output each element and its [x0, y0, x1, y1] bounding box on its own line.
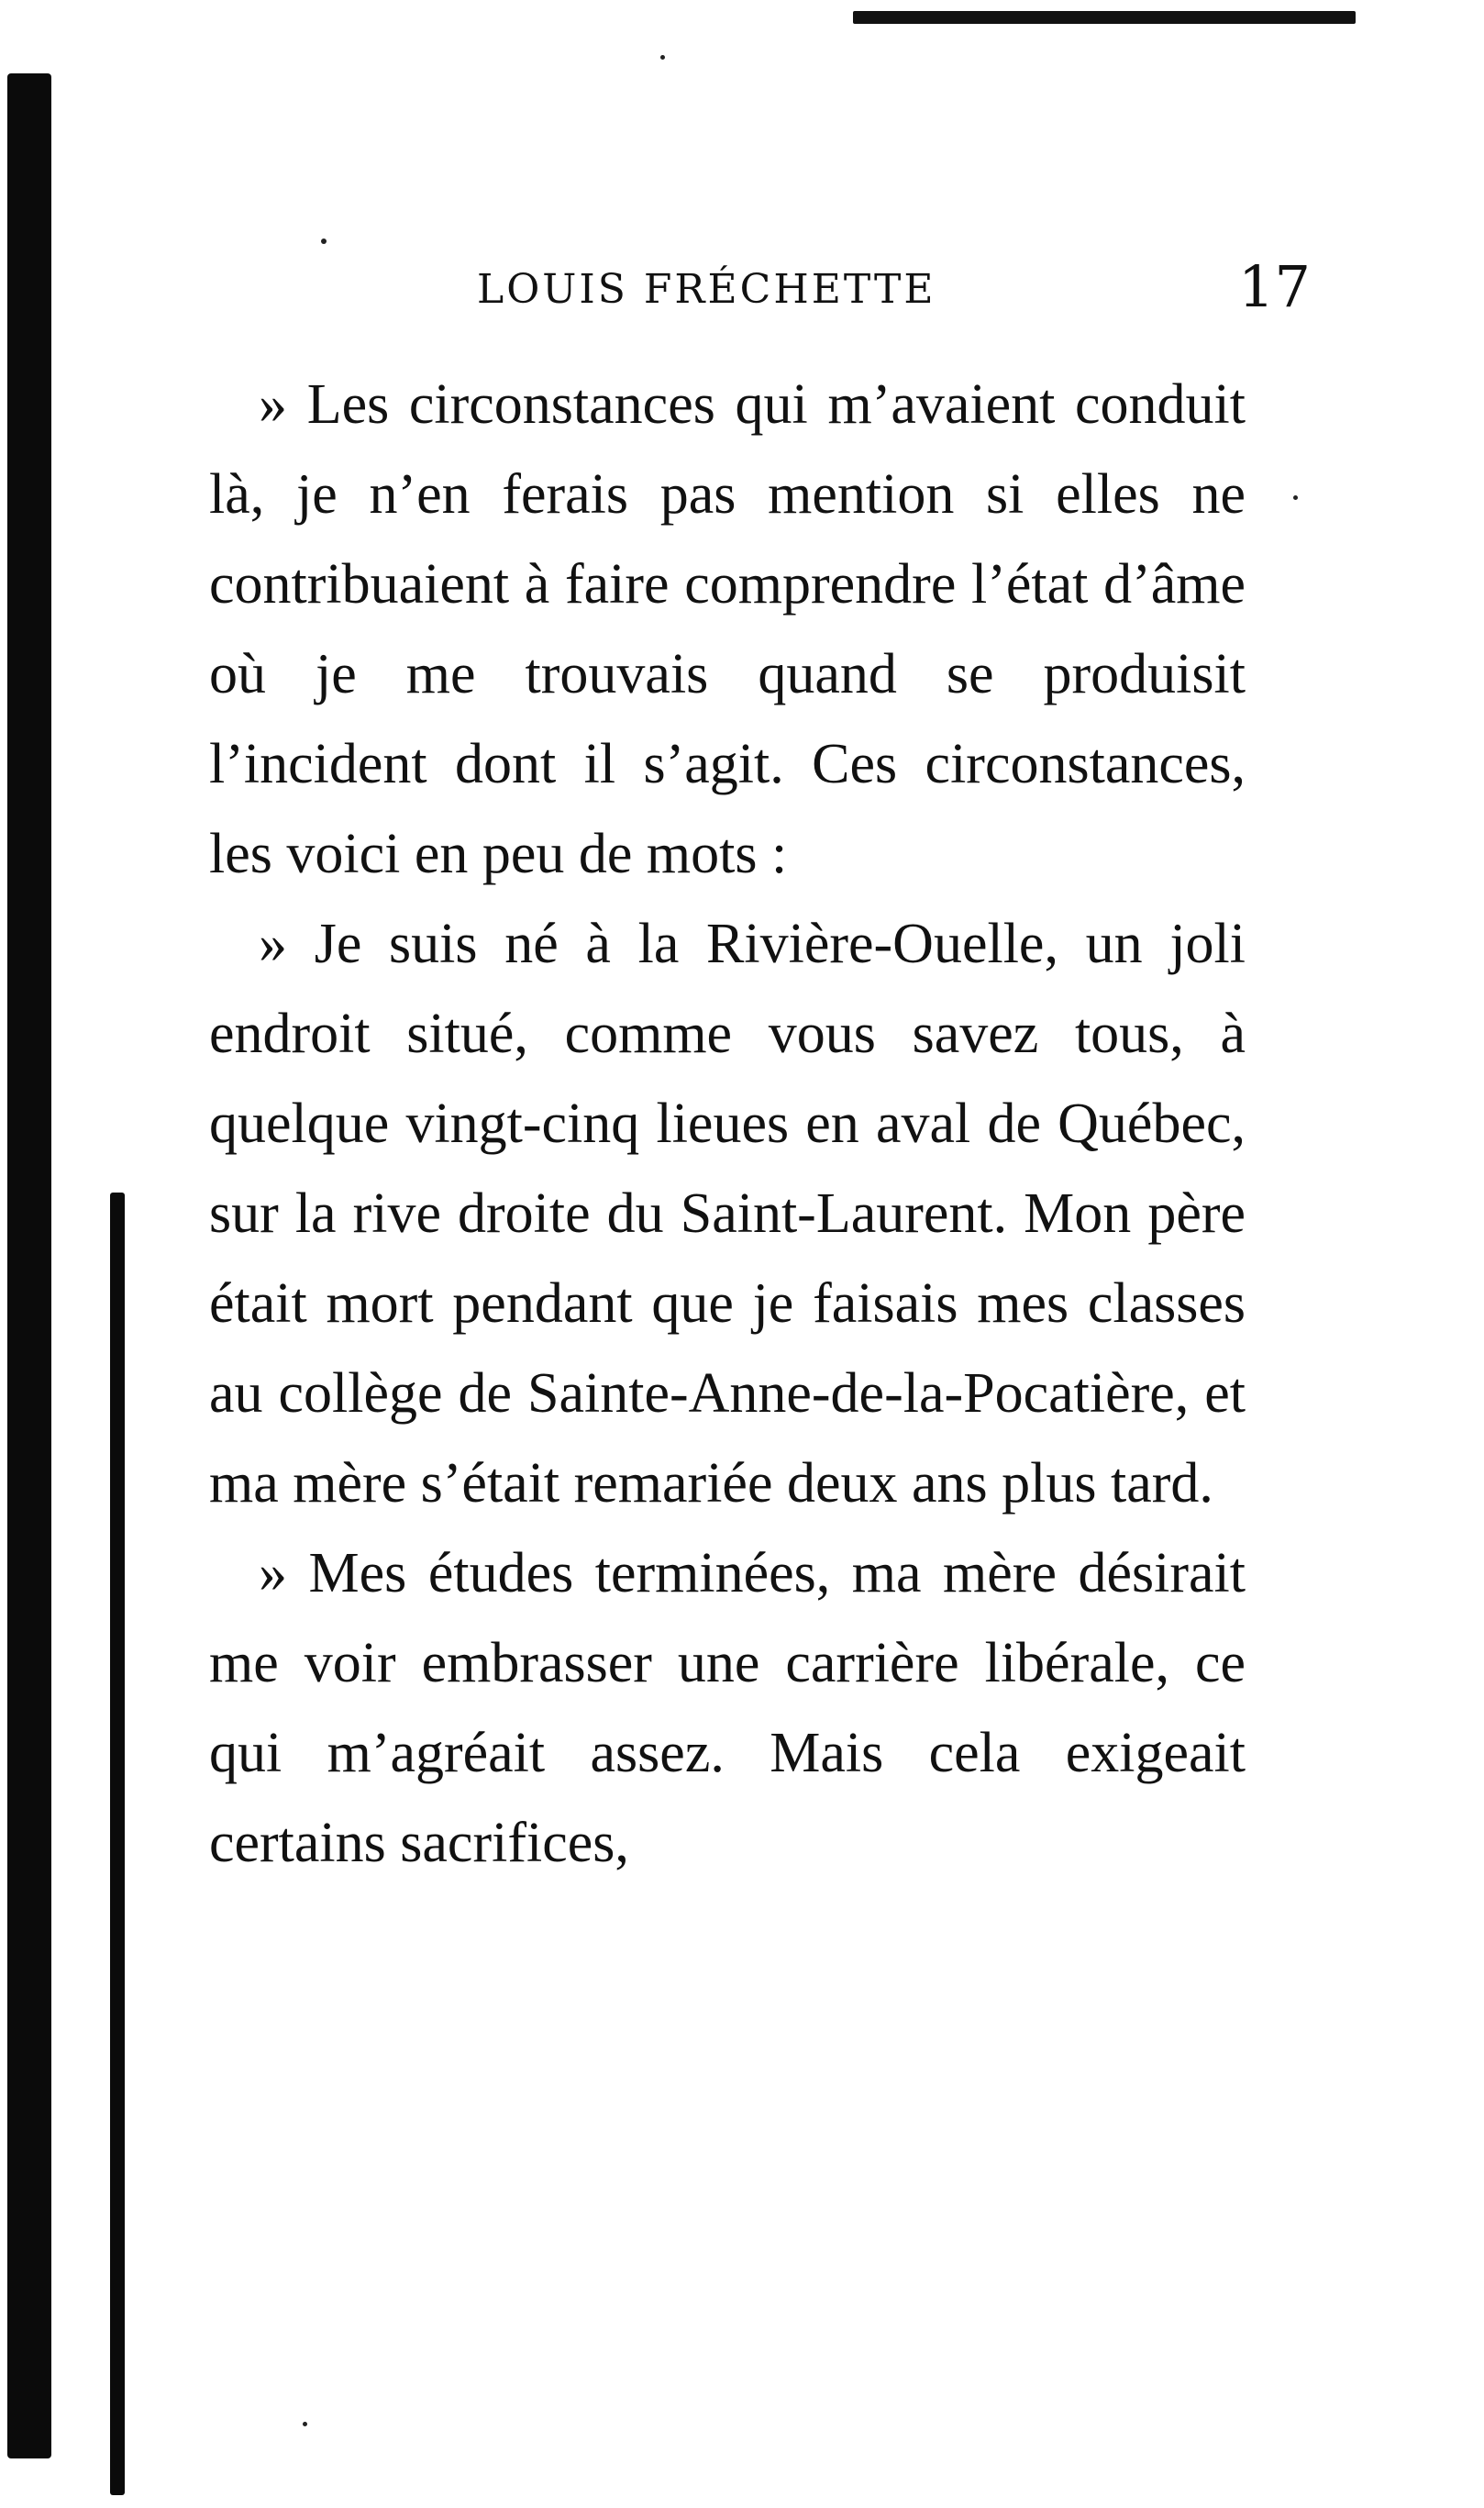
page-header — [0, 248, 1484, 339]
paragraph: » Je suis né à la Rivière-Ouelle, un joli endroit situé, comme vous savez tous, à quelque vingt-cinq lieues en aval de Québec, sur la rive droite du Saint-Laurent. Mon père était mort pendant que je faisais mes classes au collège de Sainte-Anne-de-la-Pocatière, et ma mère s’était remariée deux ans plus tard. — [209, 913, 1246, 1515]
scan-speck — [1293, 495, 1298, 500]
scan-binding-edge — [110, 1193, 125, 2495]
running-title: LOUIS FRÉCHETTE — [477, 266, 936, 313]
page-body — [209, 360, 1246, 1888]
scan-top-rule — [853, 11, 1356, 24]
paragraph: » Les circonstances qui m’avaient conduit là, je n’en ferais pas mention si elles ne contribuaient à faire comprendre l’état d’âme où je me trouvais quand se produisit l’incident dont il s’agit. Ces circonstances, les voici en peu de mots : — [209, 373, 1246, 885]
page-number: 17 — [1238, 253, 1311, 320]
scan-speck — [660, 55, 665, 60]
scan-binding-shadow — [7, 73, 51, 2458]
scan-speck — [321, 239, 327, 244]
paragraph: » Mes études terminées, ma mère désirait me voir embrasser une carrière libérale, ce qui m’agréait assez. Mais cela exigeait certains sacrifices, — [209, 1542, 1246, 1874]
scan-speck — [303, 2422, 307, 2426]
